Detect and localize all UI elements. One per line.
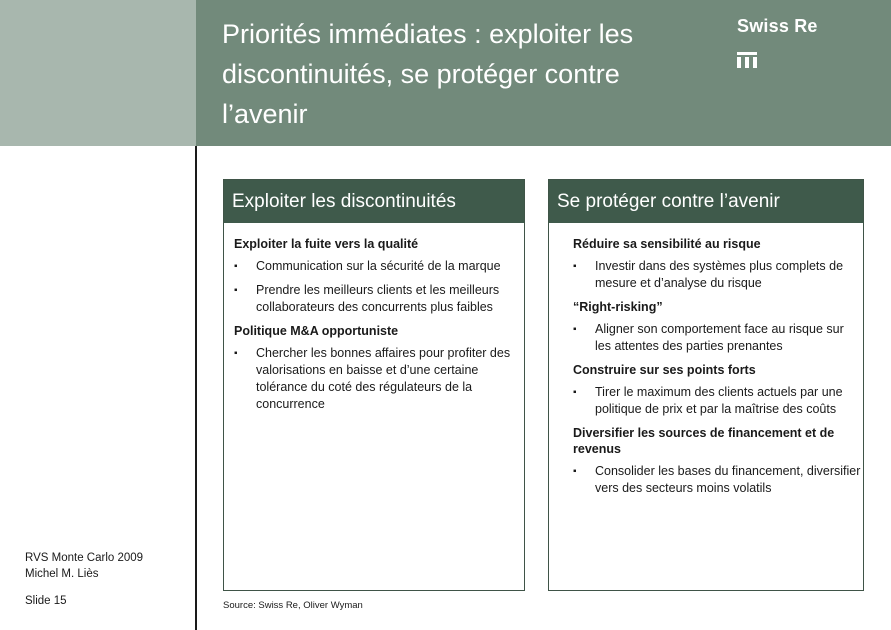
section-heading: Exploiter la fuite vers la qualité bbox=[234, 237, 419, 251]
corner-block bbox=[0, 0, 196, 146]
section-heading: Politique M&A opportuniste bbox=[234, 324, 399, 338]
vertical-divider bbox=[195, 146, 197, 630]
section-heading: Diversifier les sources de financement et de revenus bbox=[573, 426, 835, 456]
bullet-item: ▪ Chercher les bonnes affaires pour profiter des valorisations en baisse et d’une certaine tolérance du coté des régulateurs de la concurrence bbox=[234, 345, 520, 413]
right-panel-body bbox=[549, 223, 863, 497]
slide-number: Slide 15 bbox=[25, 595, 67, 607]
header-bar bbox=[196, 0, 891, 146]
section-heading: Construire sur ses points forts bbox=[573, 363, 756, 377]
section-heading: “Right-risking” bbox=[573, 300, 663, 314]
bullet-item: ▪ Communication sur la sécurité de la marque bbox=[234, 258, 520, 275]
left-panel-title: Exploiter les discontinuités bbox=[224, 180, 524, 223]
bullet-item: ▪ Investir dans des systèmes plus complets de mesure et d’analyse du risque bbox=[573, 258, 861, 292]
left-panel bbox=[223, 179, 525, 591]
right-panel-title: Se protéger contre l’avenir bbox=[549, 180, 863, 223]
bullet-item: ▪ Aligner son comportement face au risque sur les attentes des parties prenantes bbox=[573, 321, 861, 355]
slide-title: Priorités immédiates : exploiter les discontinuités, se protéger contre l’avenir bbox=[222, 19, 634, 129]
swiss-re-logo-text: Swiss Re bbox=[737, 16, 818, 36]
right-panel bbox=[548, 179, 864, 591]
bullet-item: ▪ Tirer le maximum des clients actuels par une politique de prix et par la maîtrise des coûts bbox=[573, 384, 861, 418]
footer-event: RVS Monte Carlo 2009 bbox=[25, 552, 144, 564]
section-heading: Réduire sa sensibilité au risque bbox=[573, 237, 761, 251]
left-panel-body bbox=[224, 223, 524, 413]
footer-author: Michel M. Liès bbox=[25, 568, 99, 580]
bullet-item: ▪ Prendre les meilleurs clients et les meilleurs collaborateurs des concurrents plus faibles bbox=[234, 282, 520, 316]
swiss-re-logo-icon bbox=[737, 52, 757, 68]
source-note: Source: Swiss Re, Oliver Wyman bbox=[223, 600, 363, 611]
bullet-item: ▪ Consolider les bases du financement, diversifier vers des secteurs moins volatils bbox=[573, 463, 861, 497]
